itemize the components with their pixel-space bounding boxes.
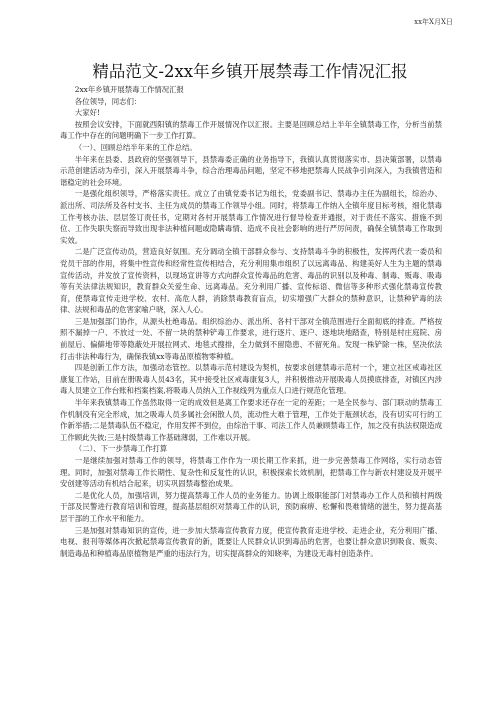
body-paragraph: 2xx年乡镇开展禁毒工作情况汇报	[74, 85, 184, 94]
document-body	[60, 84, 442, 559]
body-paragraph: 半年来我镇禁毒工作虽然取得一定的成效但是离工作要求还存在一定的差距；一是全民参与、部门联动的禁毒工作机制没有完全形成，加之吸毒人员多属社会闲散人员，流动性大难于管理，工作处于瓶颈状态，没有切实可行的工作新举措;二是禁毒队伍不稳定，作用发挥不到位，由综治干事、司法工作人员兼顾禁毒工作，加之没有执法权限造成工作顾此失彼;三是村级禁毒工作基础薄弱，工作难以开展。	[60, 398, 442, 442]
body-paragraph: 一是强化组织领导，严格落实责任。成立了由镇党委书记为组长，党委副书记、禁毒办主任为副组长，综治办、派出所、司法所及各村支书、主任为成员的禁毒工作领导小组。同时，将禁毒工作纳入全镇年度目标考核，细化禁毒工作考核办法、层层签订责任书，定期对各村开展禁毒工作情况进行督导检查并通报，对于责任不落实、措施不到位、工作失职失察而导致出现非法种植问题或隐瞒毒情、造成不良社会影响的进行严厉问责，确保全镇禁毒工作取到实效。	[60, 189, 442, 245]
body-paragraph: 三是加强部门协作，从源头杜绝毒品。组织综治办、派出所、各村干部对全镇范围进行全面彻底的排查。严格按照不漏掉一户、不放过一处、不留一块的禁种铲毒工作要求，进行逐片、逐户、逐地块地踏查，特别是村庄庭院、房前屋后、偏僻地带等隐蔽处开展拉网式、地毯式搜排，全力做到不留隐患、不留死角。发现一株铲除一株，坚决依法打击非法种毒行为，确保我镇xx等毒品原植物零种植。	[60, 316, 442, 361]
body-paragraph: 四是创新工作方法，加强动态管控。以禁毒示范村建设为契机，按要求创建禁毒示范村一个，建立社区戒毒社区康复工作站，目前在册吸毒人员43名，其中接受社区戒毒康复3人，并积极推动开展吸毒人员摸底排查，对镇区内涉毒人员建立工作台账和档案档案,将吸毒人员纳入工作视线列为重点人口进行规范化管理。	[60, 363, 442, 396]
body-paragraph: 一是继续加强对禁毒工作的领导，将禁毒工作作为一项长期工作来抓，进一步完善禁毒工作网络，实行动态管理。同时，加强对禁毒工作长期性、复杂性和反复性的认识，积极探索长效机制，把禁毒工作与新农村建设及开展平安创建等活动有机结合起来，切实巩固禁毒整治成果。	[60, 456, 442, 489]
body-paragraph: 半年来在县委、县政府的坚强领导下，县禁毒委正确的业务指导下，我镇认真贯彻落实市、县决策部署，以禁毒示范创建活动为牵引，深入开展禁毒斗争，综合治理毒品问题，坚定不移地把禁毒人民战争引向深入，为我镇营造和谐稳定的社会环境。	[60, 154, 442, 187]
document-date: xx年X月X日	[414, 18, 453, 26]
section-heading: （二）、下一步禁毒工作打算	[74, 444, 168, 454]
body-paragraph: 按照会议安排，下面就西阳镇的禁毒工作开展情况作以汇报。主要是回顾总结上半年全镇禁毒工作，分析当前禁毒工作中存在的问题明确下一步工作打算。	[60, 119, 442, 141]
body-paragraph: 各位领导，同志们：	[74, 96, 142, 106]
body-paragraph: 二是广泛宣传动员，营造良好氛围。充分调动全镇干部群众参与、支持禁毒斗争的积极性，发挥两代表一委员和党员干部的作用，将集中性宣传和经常性宣传相结合，充分利用集市组织了以远离毒品、构建美好人生为主题的禁毒宣传活动，并发放了宣传资料，以现场宣讲等方式向群众宣传毒品的危害、毒品的识别以及种毒、制毒、贩毒、吸毒等有关法律法规知识，教育群众关爱生命、远离毒品。充分利用广播、宣传标语、微信等多种形式强化禁毒宣传教育，使禁毒宣传走进学校、农村、高危人群，消除禁毒教育盲点，切实增强广大群众的禁种意识，让禁种铲毒的法律、法规和毒品的危害家喻户晓，深入人心。	[60, 247, 442, 315]
body-paragraph: 三是加强对禁毒知识的宣传，进一步加大禁毒宣传教育力度，使宣传教育走进学校、走进企业，充分利用广播、电视、报刊等媒体再次掀起禁毒宣传教育的新，既要让人民群众认识到毒品的危害，也要让群众意识到吸食、贩卖、制造毒品和种植毒品原植物是严重的违法行为，切实提高群众的知晓率，为建设无毒村创造条件。	[60, 525, 442, 558]
section-heading: （一）、回顾总结半年来的工作总结。	[74, 142, 197, 152]
body-paragraph: 二是优化人员，加强培训，努力提高禁毒工作人员的业务能力。协调上级职能部门对禁毒办工作人员和镇村两级干部及民警进行教育培训和管理，提高基层组织对禁毒工作的认识，预防麻痹、松懈和畏难情绪的滋生，努力提高基层干部的工作水平和能力。	[60, 490, 442, 523]
document-title: 精品范文-2xx年乡镇开展禁毒工作情况汇报	[92, 62, 408, 82]
body-paragraph: 大家好!	[74, 108, 100, 118]
